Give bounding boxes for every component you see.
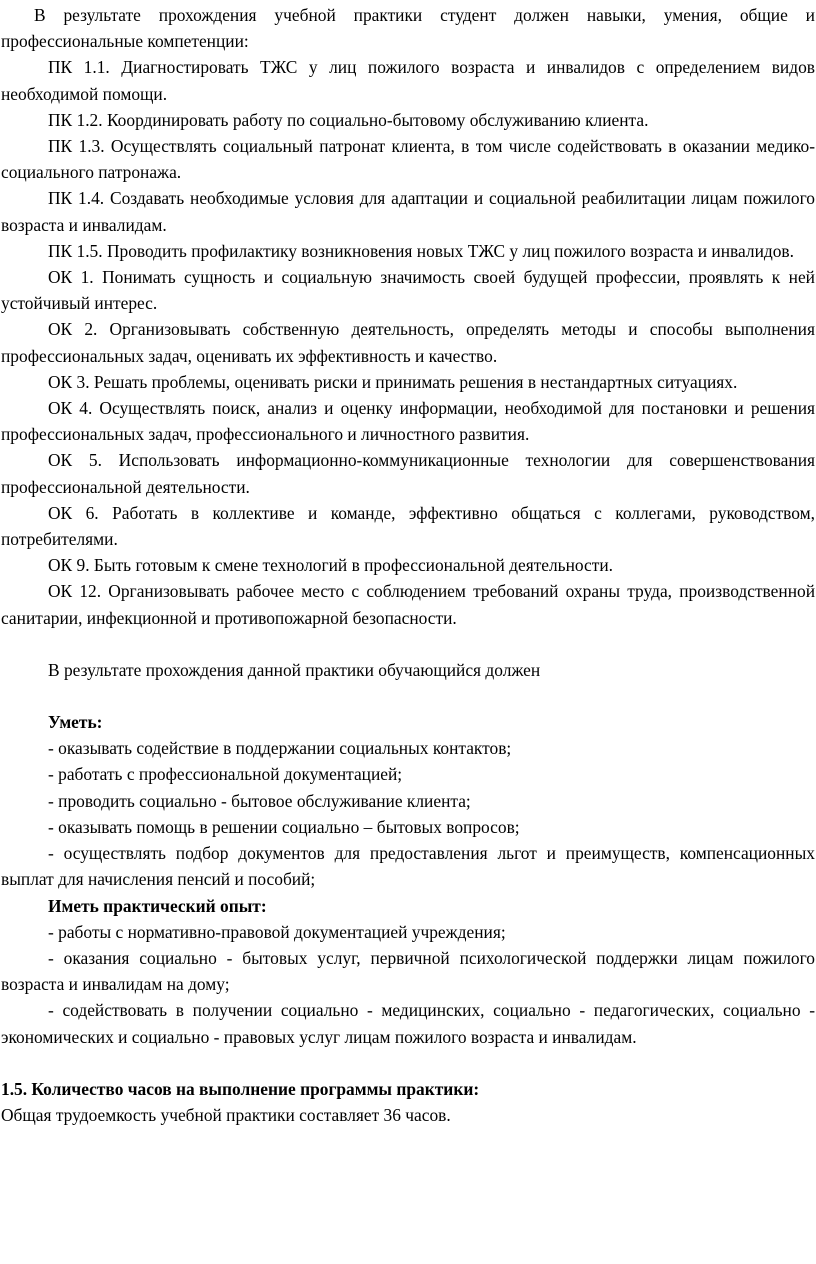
result-intro: В результате прохождения данной практики обучающийся должен bbox=[48, 659, 541, 680]
experience-heading: Иметь практический опыт: bbox=[48, 895, 267, 916]
competency-pk-1-4: ПК 1.4. Создавать необходимые условия для адаптации и социальной реабилитации лицам пожилого возраста и инвалидам. bbox=[1, 188, 815, 235]
competency-ok-12: ОК 12. Организовывать рабочее место с соблюдением требований охраны труда, производственной санитарии, инфекционной и противопожарной безопасности. bbox=[1, 581, 815, 628]
competency-ok-4: ОК 4. Осуществлять поиск, анализ и оценку информации, необходимой для постановки и решения профессиональных задач, профессионального и личностного развития. bbox=[1, 398, 815, 445]
competency-ok-6: ОК 6. Работать в коллективе и команде, эффективно общаться с коллегами, руководством, потребителями. bbox=[1, 502, 815, 550]
skill-item: - проводить социально - бытовое обслуживание клиента; bbox=[48, 790, 471, 811]
competency-ok-1: ОК 1. Понимать сущность и социальную значимость своей будущей профессии, проявлять к ней устойчивый интерес. bbox=[1, 267, 815, 314]
skill-item: - осуществлять подбор документов для предоставления льгот и преимуществ, компенсационных выплат для начисления пенсий и пособий; bbox=[1, 843, 815, 890]
experience-item: - работы с нормативно-правовой документацией учреждения; bbox=[48, 921, 506, 942]
competency-ok-9: ОК 9. Быть готовым к смене технологий в профессиональной деятельности. bbox=[48, 555, 614, 576]
competency-pk-1-5: ПК 1.5. Проводить профилактику возникновения новых ТЖС у лиц пожилого возраста и инвалидов. bbox=[48, 240, 794, 261]
competency-pk-1-2: ПК 1.2. Координировать работу по социально-бытовому обслуживанию клиента. bbox=[48, 109, 649, 130]
skill-item: - работать с профессиональной документацией; bbox=[48, 764, 403, 785]
competency-pk-1-3: ПК 1.3. Осуществлять социальный патронат клиента, в том числе содействовать в оказании медико-социального патронажа. bbox=[1, 136, 815, 183]
experience-item: - содействовать в получении социально - медицинских, социально - педагогических, социально - экономических и социально - правовых услуг лицам пожилого возраста и инвалидам. bbox=[1, 1000, 815, 1047]
intro-paragraph: В результате прохождения учебной практики студент должен навыки, умения, общие и профессиональные компетенции: bbox=[1, 5, 815, 52]
spacer bbox=[1, 683, 815, 709]
competency-ok-3: ОК 3. Решать проблемы, оценивать риски и принимать решения в нестандартных ситуациях. bbox=[48, 371, 738, 392]
skill-item: - оказывать помощь в решении социально – бытовых вопросов; bbox=[48, 816, 520, 837]
spacer bbox=[1, 1050, 815, 1076]
competency-pk-1-1: ПК 1.1. Диагностировать ТЖС у лиц пожилого возраста и инвалидов с определением видов необходимой помощи. bbox=[1, 57, 815, 104]
competency-ok-5: ОК 5. Использовать информационно-коммуникационные технологии для совершенствования профессиональной деятельности. bbox=[1, 450, 815, 497]
skills-heading: Уметь: bbox=[48, 712, 103, 733]
section-text: Общая трудоемкость учебной практики составляет 36 часов. bbox=[1, 1104, 451, 1125]
skill-item: - оказывать содействие в поддержании социальных контактов; bbox=[48, 738, 512, 759]
experience-item: - оказания социально - бытовых услуг, первичной психологической поддержки лицам пожилого возраста и инвалидам на дому; bbox=[1, 947, 815, 995]
section-heading: 1.5. Количество часов на выполнение программы практики: bbox=[1, 1078, 480, 1099]
spacer bbox=[1, 631, 815, 657]
competency-ok-2: ОК 2. Организовывать собственную деятельность, определять методы и способы выполнения профессиональных задач, оценивать их эффективность и качество. bbox=[1, 319, 815, 366]
